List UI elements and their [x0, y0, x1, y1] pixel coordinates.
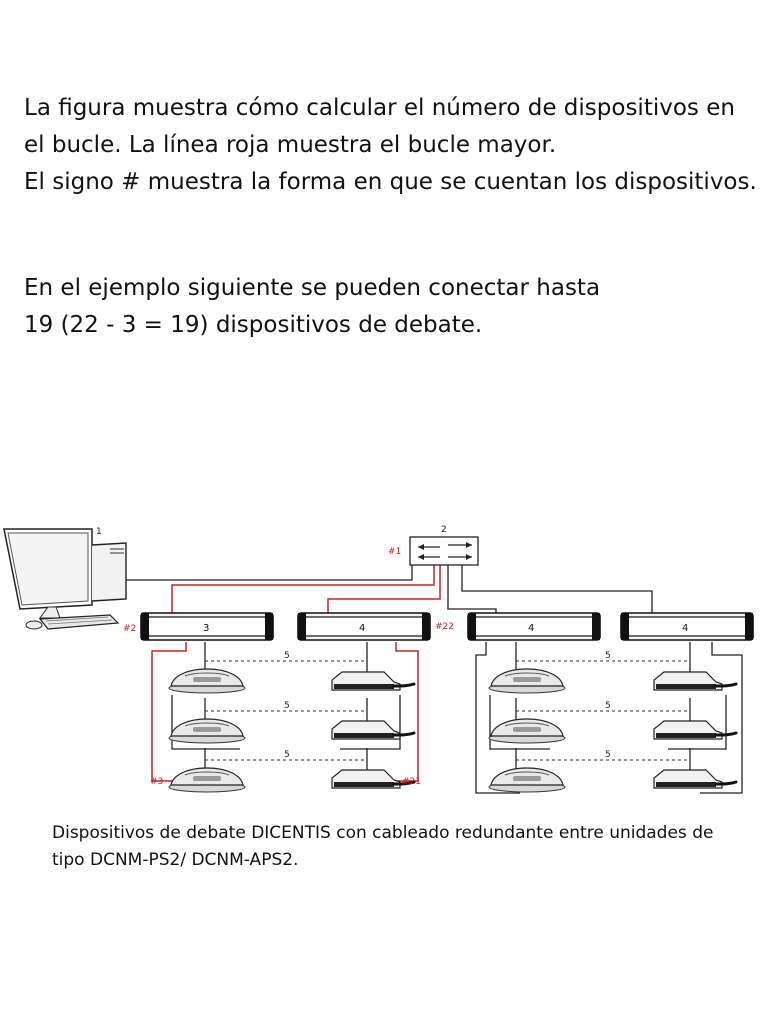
intro-line: el bucle. La línea roja muestra el bucle mayor.: [24, 132, 557, 158]
red-switch-unit2: [328, 560, 440, 615]
microphone-device: [654, 770, 736, 788]
figure-caption: [52, 820, 713, 874]
red-unit1-outer: [152, 642, 186, 781]
example-paragraph: [24, 270, 600, 344]
cable-switch-unit3: [448, 563, 496, 615]
discussion-device: [489, 669, 565, 693]
unit-label: 4: [528, 623, 535, 634]
discussion-device: [169, 768, 245, 792]
unit-label: 4: [359, 623, 366, 634]
discussion-device: [489, 719, 565, 743]
loop-diagram: [0, 515, 768, 800]
network-switch: [410, 525, 478, 565]
microphone-device: [654, 721, 736, 739]
unit-label: 4: [682, 623, 689, 634]
example-line: En el ejemplo siguiente se pueden conectar hasta: [24, 275, 601, 301]
cable-length-labels: [284, 651, 611, 760]
microphone-device: [332, 721, 414, 739]
red-unit2-outer: [372, 642, 418, 781]
cable-switch-unit4: [462, 563, 652, 615]
dashed-links: [205, 661, 690, 760]
discussion-device: [169, 669, 245, 693]
power-unit: [621, 613, 753, 640]
microphone-device: [332, 672, 414, 690]
intro-line: La figura muestra cómo calcular el número de dispositivos en: [24, 95, 735, 121]
cable-length-label: 5: [605, 651, 611, 661]
intro-line: El signo # muestra la forma en que se cuentan los dispositivos.: [24, 169, 757, 195]
power-unit: [298, 613, 430, 640]
count-label-first-unit: #2: [123, 624, 137, 634]
discussion-device: [489, 768, 565, 792]
cable-length-label: 5: [284, 701, 290, 711]
red-switch-unit1: [172, 560, 434, 615]
count-label-first-device: #3: [150, 777, 164, 787]
cable-length-label: 5: [284, 651, 290, 661]
count-label-last-device: #21: [402, 777, 421, 787]
cable-pc-switch: [124, 555, 412, 580]
cable-length-label: 5: [284, 750, 290, 760]
switch-label: 2: [441, 525, 447, 535]
intro-paragraph: [24, 90, 757, 201]
discussion-device: [169, 719, 245, 743]
power-unit: [468, 613, 600, 640]
cable-length-label: 5: [605, 701, 611, 711]
example-line: 19 (22 - 3 = 19) dispositivos de debate.: [24, 312, 483, 338]
power-unit: [141, 613, 273, 640]
caption-line: tipo DCNM-PS2/ DCNM-APS2.: [52, 850, 299, 870]
computer-label: 1: [96, 527, 102, 537]
count-label-second-unit: #22: [435, 622, 454, 632]
count-label-switch: #1: [388, 547, 402, 557]
caption-line: Dispositivos de debate DICENTIS con cableado redundante entre unidades de: [52, 823, 714, 843]
unit-label: 3: [203, 623, 210, 634]
microphone-device: [654, 672, 736, 690]
computer: [4, 527, 126, 629]
cable-length-label: 5: [605, 750, 611, 760]
